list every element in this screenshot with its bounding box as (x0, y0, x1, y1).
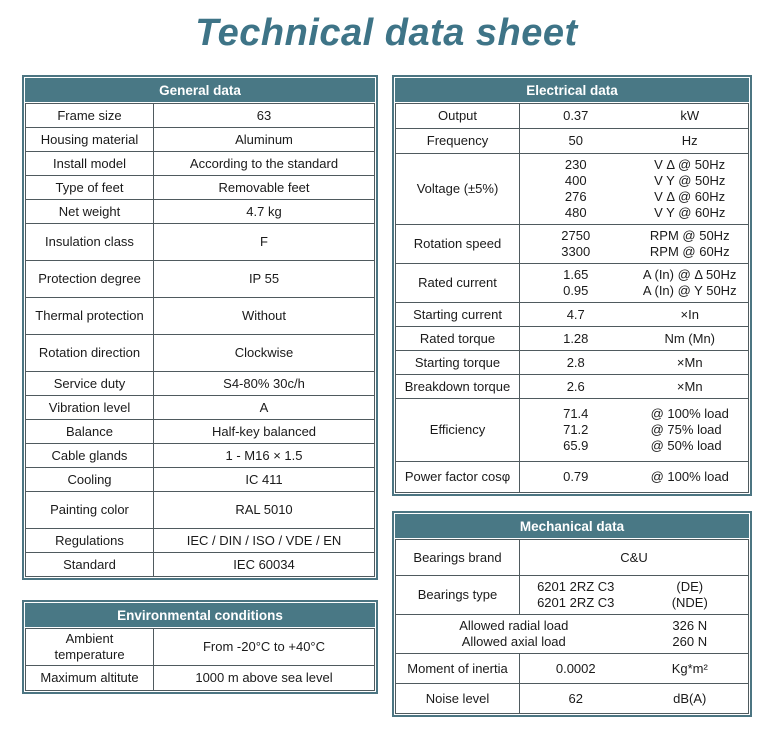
row-label: Rotation speed (396, 225, 520, 264)
row-unit: ×Mn (632, 351, 749, 375)
row-label: Cooling (26, 468, 154, 492)
row-label: Bearings brand (396, 540, 520, 576)
environmental-conditions-header: Environmental conditions (25, 603, 375, 627)
row-unit: A (In) @ Δ 50Hz A (In) @ Y 50Hz (632, 264, 749, 303)
row-label: Voltage (±5%) (396, 154, 520, 225)
row-value: Removable feet (154, 176, 375, 200)
row-label: Rated current (396, 264, 520, 303)
row-unit: @ 100% load (632, 462, 749, 493)
table-row (26, 128, 375, 152)
table-row (396, 303, 749, 327)
table-row (26, 396, 375, 420)
row-value: 1.28 (520, 327, 632, 351)
row-value: 4.7 (520, 303, 632, 327)
table-row (26, 553, 375, 577)
row-label: Standard (26, 553, 154, 577)
table-row (396, 399, 749, 462)
row-value: 6201 2RZ C3 6201 2RZ C3 (520, 576, 632, 615)
row-value: C&U (520, 540, 749, 576)
row-unit: kW (632, 104, 749, 129)
table-row (396, 540, 749, 576)
row-value: Half-key balanced (154, 420, 375, 444)
row-label: Power factor cosφ (396, 462, 520, 493)
row-label: Service duty (26, 372, 154, 396)
row-unit: Kg*m² (632, 654, 749, 684)
table-row (26, 335, 375, 372)
table-row (396, 654, 749, 684)
row-label: Vibration level (26, 396, 154, 420)
table-row (26, 666, 375, 691)
row-value: A (154, 396, 375, 420)
row-label: Regulations (26, 529, 154, 553)
table-row (396, 104, 749, 129)
row-label: Protection degree (26, 261, 154, 298)
row-label: Thermal protection (26, 298, 154, 335)
row-label: Ambient temperature (26, 629, 154, 666)
row-value: 0.79 (520, 462, 632, 493)
row-value: 4.7 kg (154, 200, 375, 224)
electrical-data-header: Electrical data (395, 78, 749, 102)
table-row (26, 224, 375, 261)
row-label: Rated torque (396, 327, 520, 351)
table-row (26, 444, 375, 468)
table-row (26, 152, 375, 176)
table-row (396, 351, 749, 375)
row-label: Insulation class (26, 224, 154, 261)
general-data-table (22, 75, 378, 580)
row-label: Maximum altitute (26, 666, 154, 691)
row-unit: (DE) (NDE) (632, 576, 749, 615)
row-value: According to the standard (154, 152, 375, 176)
row-label: Starting torque (396, 351, 520, 375)
row-unit: 326 N 260 N (632, 615, 749, 654)
table-row (396, 615, 749, 654)
table-row (26, 492, 375, 529)
row-unit: V Δ @ 50Hz V Y @ 50Hz V Δ @ 60Hz V Y @ 60Hz (632, 154, 749, 225)
row-value: 1000 m above sea level (154, 666, 375, 691)
row-value: RAL 5010 (154, 492, 375, 529)
row-value: 0.37 (520, 104, 632, 129)
mechanical-data-table (392, 511, 752, 717)
row-label: Net weight (26, 200, 154, 224)
table-row (26, 298, 375, 335)
row-label: Starting current (396, 303, 520, 327)
row-label: Install model (26, 152, 154, 176)
row-label: Bearings type (396, 576, 520, 615)
row-label: Breakdown torque (396, 375, 520, 399)
row-value: 1.65 0.95 (520, 264, 632, 303)
table-row (26, 468, 375, 492)
table-row (396, 129, 749, 154)
row-value: 62 (520, 684, 632, 714)
table-row (396, 684, 749, 714)
row-unit: Hz (632, 129, 749, 154)
row-unit: RPM @ 50Hz RPM @ 60Hz (632, 225, 749, 264)
table-row (396, 462, 749, 493)
row-value: 1 - M16 × 1.5 (154, 444, 375, 468)
row-value: 230 400 276 480 (520, 154, 632, 225)
row-label: Frequency (396, 129, 520, 154)
row-value: 2.6 (520, 375, 632, 399)
table-row (26, 200, 375, 224)
row-label: Moment of inertia (396, 654, 520, 684)
row-unit: ×Mn (632, 375, 749, 399)
table-row (26, 261, 375, 298)
environmental-conditions-table (22, 600, 378, 694)
table-row (396, 576, 749, 615)
page-title: Technical data sheet (195, 12, 578, 54)
row-label: Frame size (26, 104, 154, 128)
row-label: Painting color (26, 492, 154, 529)
row-label: Housing material (26, 128, 154, 152)
table-row (396, 225, 749, 264)
row-value: S4-80% 30c/h (154, 372, 375, 396)
row-value: 50 (520, 129, 632, 154)
row-value: IEC 60034 (154, 553, 375, 577)
row-label: Noise level (396, 684, 520, 714)
row-unit: Nm (Mn) (632, 327, 749, 351)
row-value: 0.0002 (520, 654, 632, 684)
row-value: 2750 3300 (520, 225, 632, 264)
table-row (26, 372, 375, 396)
row-value: 63 (154, 104, 375, 128)
row-value: Without (154, 298, 375, 335)
row-label: Type of feet (26, 176, 154, 200)
general-data-header: General data (25, 78, 375, 102)
row-value: Aluminum (154, 128, 375, 152)
row-value: Clockwise (154, 335, 375, 372)
table-row (396, 154, 749, 225)
table-row (396, 327, 749, 351)
row-value: IC 411 (154, 468, 375, 492)
electrical-data-table (392, 75, 752, 496)
row-value: 71.4 71.2 65.9 (520, 399, 632, 462)
row-label: Balance (26, 420, 154, 444)
right-column (392, 75, 752, 717)
row-label: Cable glands (26, 444, 154, 468)
table-row (26, 529, 375, 553)
table-row (26, 104, 375, 128)
row-label: Allowed radial load Allowed axial load (396, 615, 632, 654)
row-value: From -20°C to +40°C (154, 629, 375, 666)
row-label: Rotation direction (26, 335, 154, 372)
table-row (26, 420, 375, 444)
table-row (26, 629, 375, 666)
row-value: IP 55 (154, 261, 375, 298)
row-label: Efficiency (396, 399, 520, 462)
row-unit: dB(A) (632, 684, 749, 714)
table-row (26, 176, 375, 200)
row-value: F (154, 224, 375, 261)
content-columns (0, 75, 773, 717)
table-row (396, 375, 749, 399)
row-unit: ×In (632, 303, 749, 327)
row-unit: @ 100% load @ 75% load @ 50% load (632, 399, 749, 462)
mechanical-data-header: Mechanical data (395, 514, 749, 538)
row-value: 2.8 (520, 351, 632, 375)
table-row (396, 264, 749, 303)
left-column (22, 75, 378, 694)
row-label: Output (396, 104, 520, 129)
row-value: IEC / DIN / ISO / VDE / EN (154, 529, 375, 553)
